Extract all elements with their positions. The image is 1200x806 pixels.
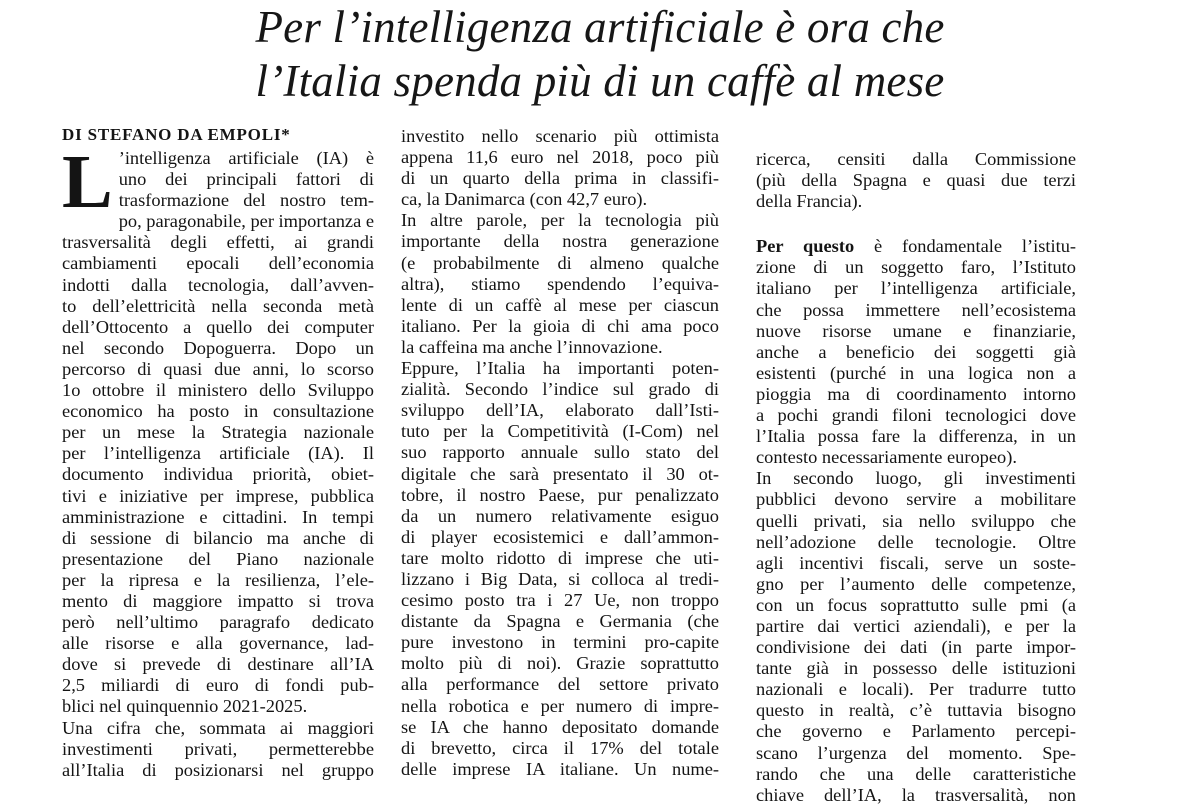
text-line: In altre parole, per la tecnologia più	[401, 210, 719, 231]
text-line: lizzano i Big Data, si colloca al tredi-	[401, 568, 719, 589]
lead-rest: è fondamentale l’istitu-	[854, 236, 1077, 257]
column-3-para-lead-line	[756, 236, 1076, 257]
text-line: pioggia ma di coordinamento intorno	[756, 383, 1076, 404]
text-line: Una cifra che, sommata ai maggiori	[62, 717, 374, 738]
article-column-3	[756, 149, 1076, 806]
text-line: appena 11,6 euro nel 2018, poco più	[401, 147, 719, 168]
text-line: delle imprese IA italiane. Un nume-	[401, 758, 719, 779]
text-line: cesimo posto tra i 27 Ue, non troppo	[401, 590, 719, 611]
text-line: a pochi grandi filoni tecnologici dove	[756, 405, 1076, 426]
text-line: che governo e Parlamento percepi-	[756, 721, 1076, 742]
text-line: ca, la Danimarca (con 42,7 euro).	[401, 189, 648, 210]
text-line: per un mese la Strategia nazionale	[62, 422, 374, 443]
text-line: quelli privati, sia nello sviluppo che	[756, 510, 1076, 531]
text-line: percorso di quasi due anni, lo scorso	[62, 358, 374, 379]
text-line: Eppure, l’Italia ha importanti poten-	[401, 358, 719, 379]
text-line: tivi e iniziative per imprese, pubblica	[62, 485, 374, 506]
text-line: indotti dalla tecnologia, dall’avven-	[62, 274, 374, 295]
text-line: alle risorse e alla governance, lad-	[62, 633, 374, 654]
byline-prefix: DI	[62, 125, 83, 144]
article-column-2	[401, 126, 719, 780]
text-line: investimenti privati, permetterebbe	[62, 738, 374, 759]
text-line: per l’intelligenza artificiale (IA). Il	[62, 443, 374, 464]
text-line: da un numero relativamente esiguo	[401, 505, 719, 526]
text-line: nell’adozione delle tecnologie. Oltre	[756, 531, 1076, 552]
text-line: nel secondo Dopoguerra. Dopo un	[62, 337, 374, 358]
text-line: alla performance del settore privato	[401, 674, 719, 695]
text-line: di player ecosistemici e dall’ammon-	[401, 526, 719, 547]
text-line: uno dei principali fattori di	[118, 169, 374, 190]
text-line: se IA che hanno depositato domande	[401, 716, 719, 737]
text-line: agli incentivi fiscali, serve un soste-	[756, 552, 1076, 573]
text-line: pubblici devono servire a mobilitare	[756, 489, 1076, 510]
text-line: to dell’elettricità nella seconda metà	[62, 295, 374, 316]
text-line: (più della Spagna e quasi due terzi	[756, 170, 1076, 191]
text-line: tuto per la Competitività (I-Com) nel	[401, 421, 719, 442]
text-line: di brevetto, circa il 17% del totale	[401, 737, 719, 758]
text-line: cambiamenti epocali dell’economia	[62, 253, 374, 274]
text-line: all’Italia di posizionarsi nel gruppo	[62, 759, 374, 780]
column-3-top-paragraph	[756, 149, 1076, 212]
text-line: questo in realtà, c’è tuttavia bisogno	[756, 700, 1076, 721]
text-line: digitale che sarà presentato il 30 ot-	[401, 463, 719, 484]
text-line: po, paragonabile, per importanza e	[118, 211, 375, 232]
text-line: tobre, il nostro Paese, pur penalizzato	[401, 484, 719, 505]
text-line: di un quarto della prima in classifi-	[401, 168, 719, 189]
text-line: distante da Spagna e Germania (che	[401, 611, 719, 632]
text-line: trasformazione del nostro tem-	[118, 190, 374, 211]
text-line: ’intelligenza artificiale (IA) è	[118, 148, 374, 168]
text-line: trasversalità degli effetti, ai grandi	[62, 232, 374, 253]
column-1-body	[62, 232, 374, 780]
text-line: partire dai vertici aziendali), e per la	[756, 615, 1076, 636]
article-column-1	[62, 124, 374, 781]
text-line: suo rapporto annuale sullo stato del	[401, 442, 719, 463]
text-line: scano l’urgenza del momento. Spe-	[756, 742, 1076, 763]
text-line: della Francia).	[756, 191, 863, 212]
text-line: mento di maggiore impatto si trova	[62, 590, 374, 611]
text-line: contesto necessariamente europeo).	[756, 447, 1017, 468]
text-line: anche a beneficio dei soggetti già	[756, 341, 1076, 362]
paragraph-gap	[756, 212, 1076, 236]
text-line: altra), stiamo spendendo l’equiva-	[401, 273, 719, 294]
text-line: amministrazione e cittadini. In tempi	[62, 506, 374, 527]
text-line: In secondo luogo, gli investimenti	[756, 468, 1076, 489]
text-line: (e probabilmente di almeno qualche	[401, 252, 719, 273]
text-line: che possa immettere nell’ecosistema	[756, 299, 1076, 320]
text-line: la caffeina ma anche l’innovazione.	[401, 336, 663, 357]
text-line: con un focus soprattutto sulle pmi (a	[756, 594, 1076, 615]
text-line: tare molto ridotto di imprese che uti-	[401, 547, 719, 568]
text-line: economico ha posto in consultazione	[62, 401, 374, 422]
text-line: nuove risorse umane e finanziarie,	[756, 320, 1076, 341]
text-line: 2,5 miliardi di euro di fondi pub-	[62, 675, 374, 696]
text-line: italiano. Per la gioia di chi ama poco	[401, 315, 719, 336]
text-line: però nell’ultimo paragrafo dedicato	[62, 612, 374, 633]
column-3-body	[756, 257, 1076, 805]
text-line: zialità. Secondo l’indice sul grado di	[401, 379, 719, 400]
text-line: dell’Ottocento a quello dei computer	[62, 316, 374, 337]
byline-author: STEFANO DA EMPOLI*	[87, 125, 291, 144]
bold-lead: Per questo	[756, 236, 855, 257]
text-line: pure investono in termini pro-capite	[401, 632, 719, 653]
text-line: nella robotica e per numero di impre-	[401, 695, 719, 716]
text-line: di sessione di bilancio ma anche di	[62, 527, 374, 548]
text-line: nazionali e locali). Per tradurre tutto	[756, 679, 1076, 700]
byline	[62, 124, 374, 148]
text-line: presentazione del Piano nazionale	[62, 548, 374, 569]
text-line: blici nel quinquennio 2021-2025.	[62, 696, 308, 717]
text-line: importante della nostra generazione	[401, 231, 719, 252]
text-line: tante già in possesso delle istituzioni	[756, 658, 1076, 679]
text-line: documento individua priorità, obiet-	[62, 464, 374, 485]
text-line: gno per l’aumento delle competenze,	[756, 573, 1076, 594]
text-line: 1o ottobre il ministero dello Sviluppo	[62, 380, 374, 401]
article-headline	[0, 0, 1200, 108]
dropcap-letter: L	[62, 140, 113, 224]
text-line: investito nello scenario più ottimista	[401, 126, 719, 146]
text-line: condivisione dei dati (in parte impor-	[756, 637, 1076, 658]
text-line: chiave dell’IA, la trasversalità, non	[756, 784, 1076, 805]
text-line: molto più di noi). Grazie soprattutto	[401, 653, 719, 674]
text-line: per la ripresa e la resilienza, l’ele-	[62, 569, 374, 590]
text-line: esistenti (purché in una logica non a	[756, 362, 1076, 383]
text-line: rando che una delle caratteristiche	[756, 763, 1076, 784]
text-line: italiano per l’intelligenza artificiale,	[756, 278, 1076, 299]
headline-line-2: l’Italia spenda più di un caffè al mese	[255, 56, 945, 106]
text-line: l’Italia possa fare la differenza, in un	[756, 426, 1076, 447]
text-line: dove si prevede di destinare all’IA	[62, 654, 374, 675]
headline-line-1: Per l’intelligenza artificiale è ora che	[255, 2, 945, 52]
text-line: ricerca, censiti dalla Commissione	[756, 149, 1076, 169]
column-2-body	[401, 126, 719, 780]
text-line: zione di un soggetto faro, l’Istituto	[756, 257, 1076, 278]
text-line: lente di un caffè al mese per ciascun	[401, 294, 719, 315]
text-line: sviluppo dell’IA, elaborato dall’Isti-	[401, 400, 719, 421]
dropcap-paragraph	[62, 140, 375, 232]
